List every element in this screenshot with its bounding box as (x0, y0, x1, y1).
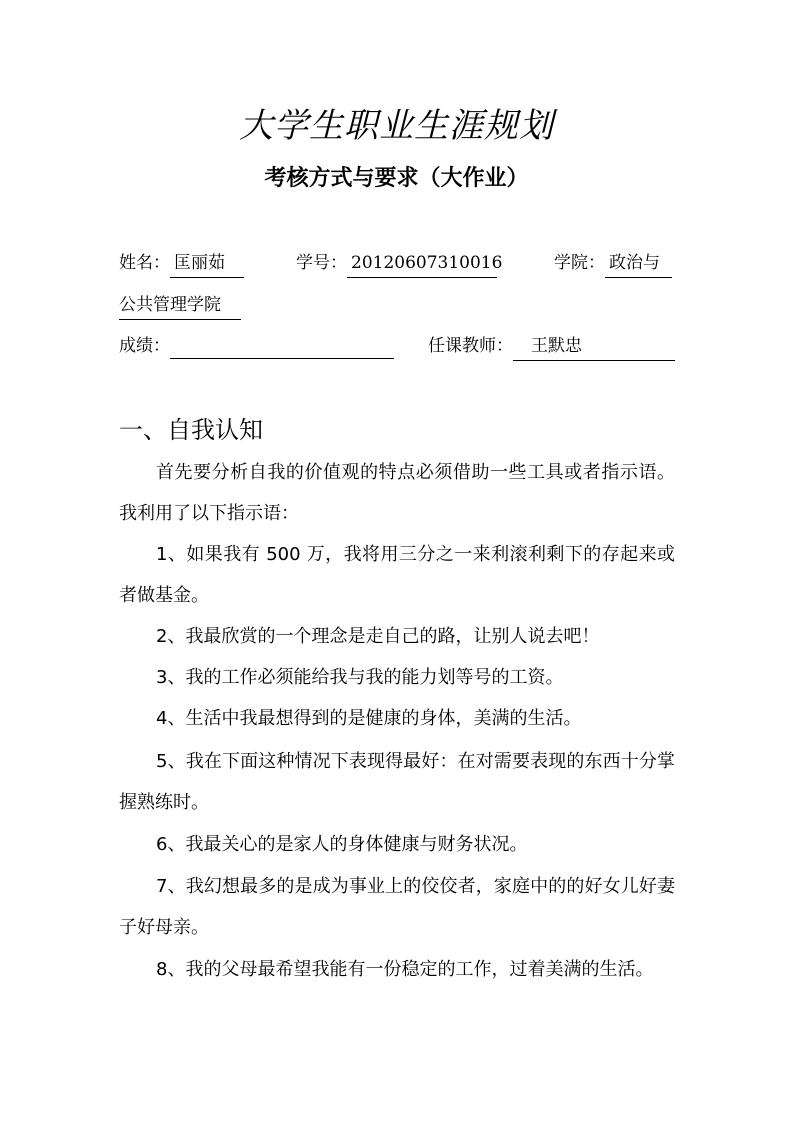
name-label: 姓名： (119, 253, 170, 273)
paragraph: 6、我最关心的是家人的身体健康与财务状况。 (156, 834, 528, 855)
teacher-label: 任课教师： (428, 336, 513, 356)
student-id-value: 20120607310016 (347, 250, 497, 278)
college-value-continuation (119, 292, 241, 320)
teacher-field (428, 333, 675, 361)
student-id-field (296, 250, 503, 278)
paragraph: 2、我最欣赏的一个理念是走自己的路，让别人说去吧！ (156, 626, 600, 647)
paragraph: 7、我幻想最多的是成为事业上的佼佼者，家庭中的的好女儿好妻子好母亲。 (119, 876, 675, 938)
college-value-line1: 政治与 (605, 250, 672, 278)
paragraph: 首先要分析自我的价值观的特点必须借助一些工具或者指示语。我利用了以下指示语： (119, 462, 675, 524)
paragraph: 1、如果我有 500 万，我将用三分之一来利滚利剩下的存起来或者做基金。 (119, 544, 675, 606)
teacher-value: 王默忠 (513, 333, 675, 361)
college-value-line2: 公共管理学院 (119, 292, 241, 320)
grade-label: 成绩： (119, 336, 170, 356)
college-label: 学院： (554, 253, 605, 273)
paragraph: 8、我的父母最希望我能有一份稳定的工作，过着美满的生活。 (156, 959, 654, 980)
grade-field (119, 333, 394, 359)
section-heading: 一、自我认知 (119, 416, 263, 444)
document-title: 大学生职业生涯规划 (239, 106, 554, 146)
paragraph: 3、我的工作必须能给我与我的能力划等号的工资。 (156, 667, 564, 688)
name-value: 匡丽茹 (170, 250, 244, 278)
name-field (119, 250, 244, 278)
student-id-label: 学号： (296, 253, 347, 273)
paragraph: 4、生活中我最想得到的是健康的身体，美满的生活。 (156, 708, 582, 729)
college-field (554, 250, 672, 278)
grade-value (170, 333, 394, 359)
paragraph: 5、我在下面这种情况下表现得最好：在对需要表现的东西十分掌握熟练时。 (119, 751, 675, 813)
document-subtitle: 考核方式与要求（大作业） (264, 166, 529, 191)
